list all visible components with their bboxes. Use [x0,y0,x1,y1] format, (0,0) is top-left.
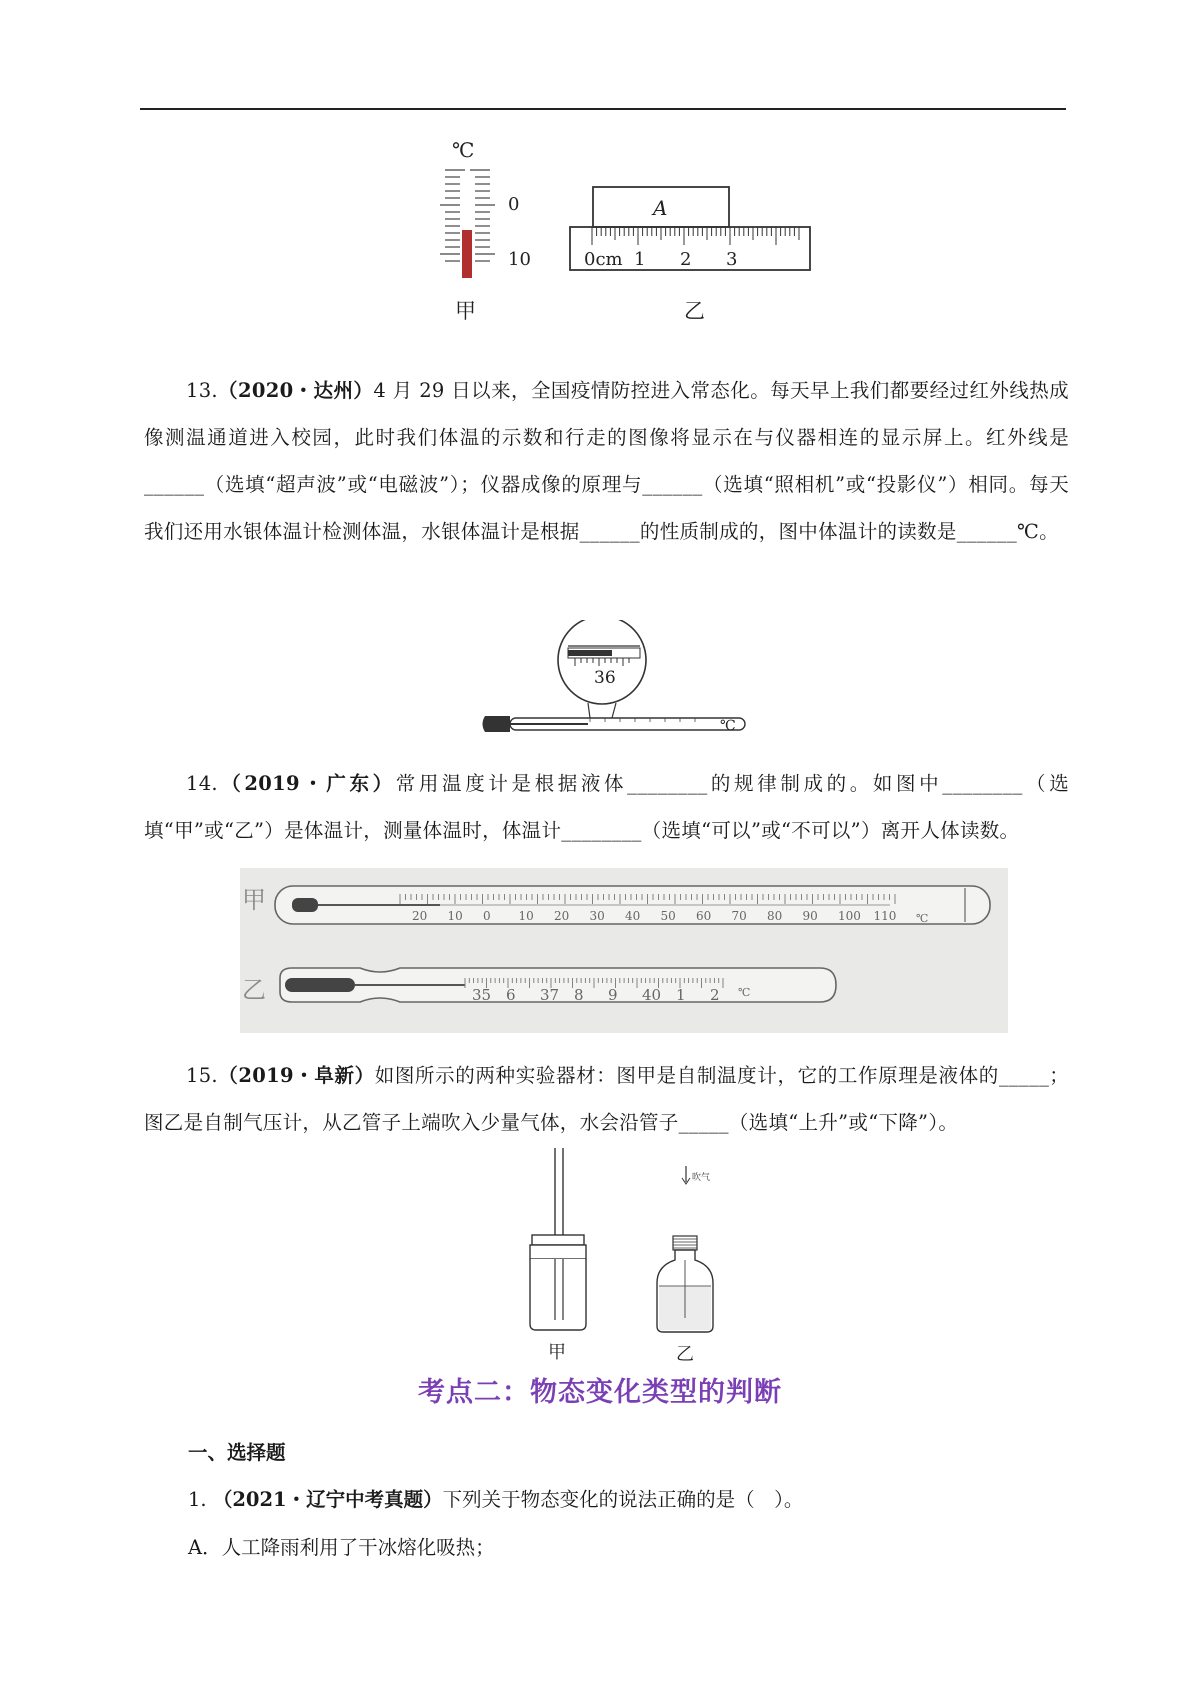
thermometer-a-unit: ℃ [916,912,929,925]
question-15-number: 15. [186,1064,218,1087]
question-1-number: 1. [188,1488,207,1511]
thermometer-liquid-column [462,230,472,278]
instrument-label-jia: 甲 [548,1342,566,1363]
figure-homemade-instruments [510,1148,770,1363]
thermometer-b-unit: ℃ [738,986,751,999]
photo-label-yi: 乙 [242,976,266,1004]
thermometer-tick-10: 10 [508,249,531,270]
header-rule [140,108,1066,110]
instrument-label-yi: 乙 [676,1344,694,1363]
thermometer-tick-0: 0 [508,194,520,215]
thermometer-b-tick-label: 35 [472,986,492,1004]
question-14-text: 常用温度计是根据液体________的规律制成的。如图中________（选填“甲”或“乙”）是体温计，测量体温时，体温计________（选填“可以”或“不可以”）离开人体读数。 [144,772,1069,842]
question-1-source: （2021・辽宁中考真题） [212,1488,443,1511]
question-15-text: 如图所示的两种实验器材：图甲是自制温度计，它的工作原理是液体的_____；图乙是自制气压计，从乙管子上端吹入少量气体，水会沿管子_____（选填“上升”或“下降”）。 [144,1064,1069,1134]
figure-thermometer-photo [240,868,1008,1033]
thermometer-a-tick-label: 20 [412,909,428,923]
question-13-text: 4 月 29 日以来，全国疫情防控进入常态化。每天早上我们都要经过红外线热成像测温通道进入校园，此时我们体温的示数和行走的图像将显示在与仪器相连的显示屏上。红外线是______（选填“超声波”或“电磁波”）；仪器成像的原理与______（选填“照相机”或“投影仪”）相同。每天我们还用水银体温计检测体温，水银体温计是根据______的性质制成的，图中体温计的读数是______℃。 [144,379,1069,543]
question-1 [188,1484,803,1512]
thermometer-a-tick-label: 70 [731,909,747,923]
thermometer-b-tick-label: 37 [540,986,560,1004]
question-15-source: （2019・阜新） [217,1064,375,1087]
question-14-number: 14. [186,772,218,795]
figure-clinical-thermometer [480,620,780,740]
thermometer-b-tick-label: 9 [608,986,618,1004]
question-1-text: 下列关于物态变化的说法正确的是（ ）。 [442,1488,804,1511]
thermometer-a-tick-label: 10 [447,909,463,923]
figure-label-jia: 甲 [455,299,476,323]
ruler-label-3: 3 [726,249,738,270]
section-title: 考点二：物态变化类型的判断 [418,1377,782,1408]
magnifier-circle [558,620,646,704]
thermometer-a-tick-label: 50 [660,909,676,923]
thermometer-unit: ℃ [452,138,475,162]
magnifier-reading: 36 [594,668,616,688]
thermometer-b-tick-label: 2 [710,986,720,1004]
ruler-ticks [592,227,799,245]
question-1-option-a: A．人工降雨利用了干冰熔化吸热； [188,1536,495,1559]
clinical-thermometer-unit: ℃ [720,718,736,734]
thermometer-a-tick-label: 60 [696,909,712,923]
thermometer-a-tick-label: 0 [483,909,491,923]
figure-label-yi: 乙 [684,299,705,323]
ruler-label-2: 2 [680,249,692,270]
block-a-label: A [653,196,668,220]
thermometer-b-tick-label: 40 [642,986,662,1004]
thermometer-a-tick-label: 10 [518,909,534,923]
question-13-source: （2020・达州） [217,379,374,402]
thermometer-a-tick-label: 110 [873,909,897,923]
question-15 [144,1052,1069,1146]
photo-label-jia: 甲 [242,886,266,914]
section-subheading: 一、选择题 [188,1441,286,1464]
thermometer-a-tick-label: 40 [625,909,641,923]
thermometer-a-tick-label: 90 [802,909,818,923]
thermometer-a-tick-label: 100 [838,909,861,923]
blow-label: 吹气 [692,1173,711,1183]
thermometer-a-tick-label: 20 [554,909,570,923]
figure-thermometer-ruler [430,135,820,330]
thermometer-b-tick-label: 1 [676,986,686,1004]
thermometer-a-tick-label: 80 [767,909,783,923]
question-14-source: （2019・广东） [217,772,396,795]
thermometer-a-tick-label: 30 [589,909,605,923]
thermometer-b-tick-label: 6 [506,986,516,1004]
thermometer-b-tick-label: 8 [574,986,584,1004]
ruler-label-1: 1 [634,249,646,270]
question-14 [144,760,1069,854]
question-13 [144,367,1069,555]
question-13-number: 13. [186,379,218,402]
ruler-unit-label: 0cm [584,249,623,270]
